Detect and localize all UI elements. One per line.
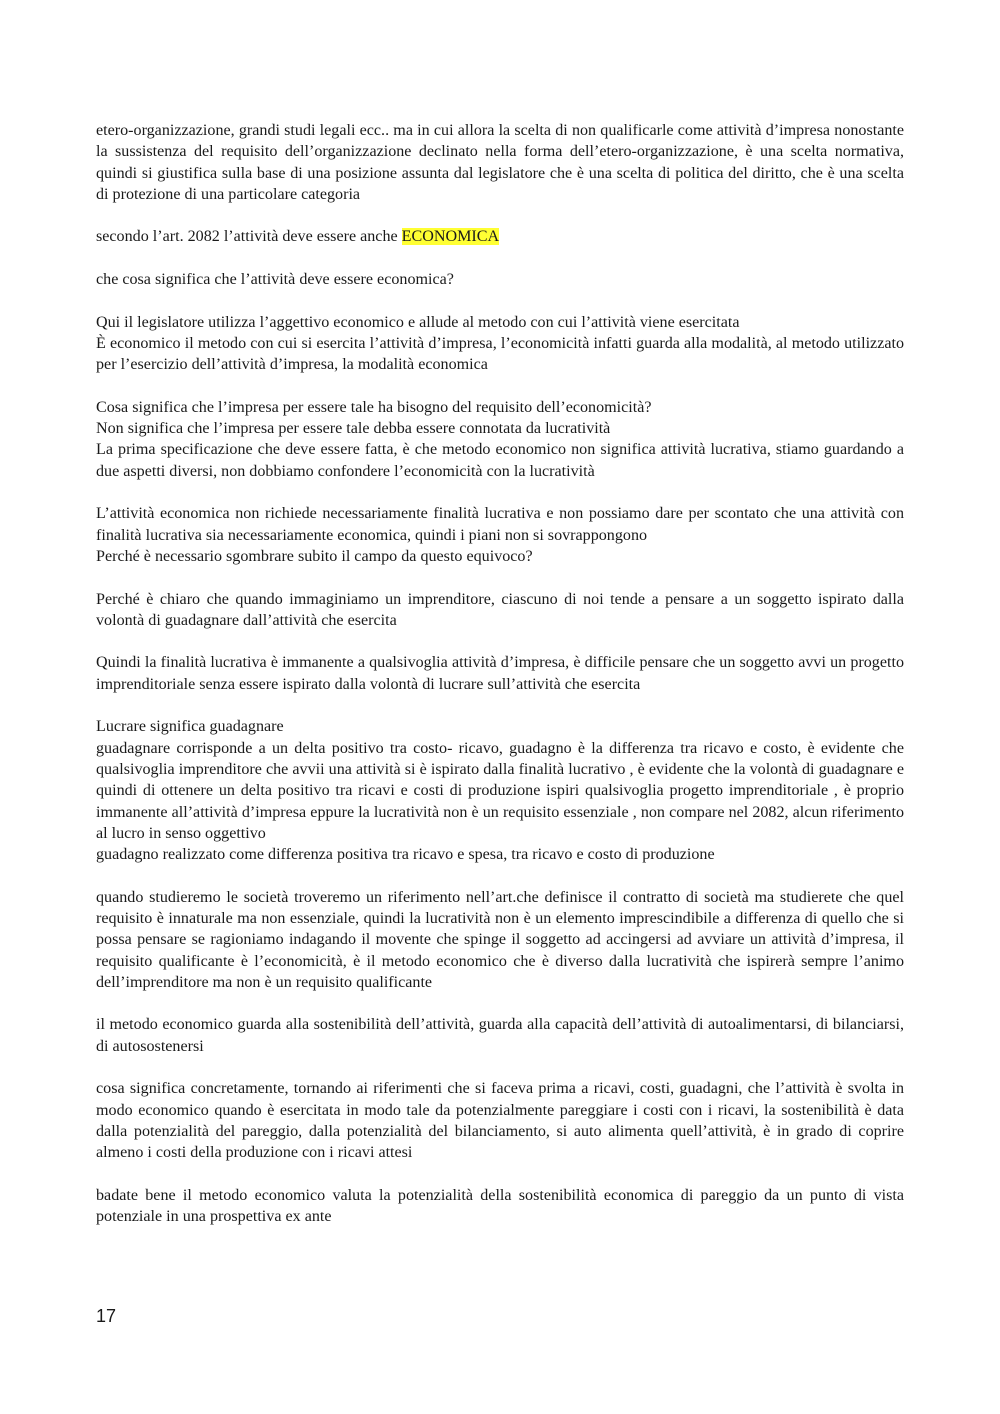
paragraph-art-2082-text: secondo l’art. 2082 l’attività deve essere anche bbox=[96, 228, 402, 246]
paragraph-concretamente: cosa significa concretamente, tornando ai riferimenti che si faceva prima a ricavi, costi, guadagni, che l’attività è svolta in modo economico quando è esercitata in modo tale da potenzialmente pareggiare i costi con i ricavi, la sostenibilità è data dalla potenzialità del pareggio, dalla potenzialità del bilanciamento, si auto alimenta quell’attività, è in grado di coprire almeno i costi della produzione con i ricavi attesi bbox=[96, 1080, 904, 1162]
line-guadagno-realizzato: guadagno realizzato come differenza positiva tra ricavo e spesa, tra ricavo e costo di produzione bbox=[96, 846, 715, 864]
paragraph-societa: quando studieremo le società troveremo un riferimento nell’art.che definisce il contratto di società ma studierete che quel requisito è innaturale ma non essenziale, quindi la lucratività non è un elemento imprescindibile a differenza di quello che si possa pensare se ragioniamo indagando il movente che spinge il soggetto ad accingersi ad avviare un attività d’impresa, il requisito qualificante è l’economicità, è il metodo economico che è diverso dalla lucratività che ispirerà sempre l’animo dell’imprenditore ma non è un requisito qualificante bbox=[96, 888, 904, 991]
line-cosa-significa: Cosa significa che l’impresa per essere tale ha bisogno del requisito dell’economicità? bbox=[96, 398, 652, 416]
page-number: 17 bbox=[96, 1306, 117, 1326]
paragraph-imprenditore: Perché è chiaro che quando immaginiamo un imprenditore, ciascuno di noi tende a pensare a un soggetto ispirato dalla volontà di guadagnare dall’attività che esercita bbox=[96, 590, 904, 629]
document-page bbox=[96, 120, 904, 1249]
paragraph-etero-organizzazione: etero-organizzazione, grandi studi legali ecc.. ma in cui allora la scelta di non qualificarle come attività d’impresa nonostante la sussistenza del requisito dell’organizzazione declinato nella forma dell’etero-organizzazione, è una scelta normativa, quindi si giustifica sulla base di una posizione assunta dal legislatore che è una scelta di politica del diritto, che è una scelta di protezione di una particolare categoria bbox=[96, 122, 904, 203]
paragraph-attivita-economica bbox=[96, 503, 904, 567]
line-prima-specificazione: La prima specificazione che deve essere fatta, è che metodo economico non significa attività lucrativa, stiamo guardando a due aspetti diversi, non dobbiamo confondere l’economicità con la lucratività bbox=[96, 441, 904, 480]
line-economico-metodo: È economico il metodo con cui si esercita l’attività d’impresa, l’economicità infatti guarda alla modalità, al metodo utilizzato per l’esercizio dell’attività d’impresa, la modalità economica bbox=[96, 334, 904, 374]
paragraph-question-economica: che cosa significa che l’attività deve essere economica? bbox=[96, 271, 454, 289]
line-lucrare-significa: Lucrare significa guadagnare bbox=[96, 718, 284, 736]
line-non-significa: Non significa che l’impresa per essere tale debba essere connotata da lucratività bbox=[96, 420, 611, 438]
paragraph-art-2082 bbox=[96, 226, 904, 247]
highlighted-economica: ECONOMICA bbox=[401, 228, 500, 246]
line-equivoco: Perché è necessario sgombrare subito il campo da questo equivoco? bbox=[96, 547, 533, 565]
paragraph-lucrare bbox=[96, 716, 904, 865]
line-guadagnare-delta: guadagnare corrisponde a un delta positivo tra costo- ricavo, guadagno è la differenza tra ricavo e costo, è evidente che qualsivoglia imprenditore che avvii una attività si è ispirato dalla finalità lucrativo , è evidente che la volontà di guadagnare e quindi di ottenere un delta positivo tra ricavi e costi di produzione ispiri qualsivoglia progetto imprenditoriale , è proprio immanente all’attività d’impresa eppure la lucratività non è un requisito essenziale , non compare nel 2082, alcun riferimento al lucro in senso oggettivo bbox=[96, 739, 904, 842]
paragraph-finalita-immanente: Quindi la finalità lucrativa è immanente a qualsivoglia attività d’impresa, è difficile pensare che un soggetto avvi un progetto imprenditoriale senza essere ispirato dalla volontà di lucrare sull’attività che esercita bbox=[96, 654, 904, 693]
paragraph-legislatore bbox=[96, 312, 904, 376]
line-legislatore: Qui il legislatore utilizza l’aggettivo economico e allude al metodo con cui l’attività viene esercitata bbox=[96, 313, 740, 331]
line-finalita-lucrativa: L’attività economica non richiede necessariamente finalità lucrativa e non possiamo dare per scontato che una attività con finalità lucrativa sia necessariamente economica, quindi i piani non si sovrappongono bbox=[96, 505, 904, 544]
paragraph-sostenibilita: il metodo economico guarda alla sostenibilità dell’attività, guarda alla capacità dell’attività di autoalimentarsi, di bilanciarsi, di autosostenersi bbox=[96, 1016, 904, 1055]
paragraph-ex-ante: badate bene il metodo economico valuta la potenzialità della sostenibilità economica di pareggio da un punto di vista potenziale in una prospettiva ex ante bbox=[96, 1186, 904, 1226]
paragraph-requisito-economicita bbox=[96, 397, 904, 482]
